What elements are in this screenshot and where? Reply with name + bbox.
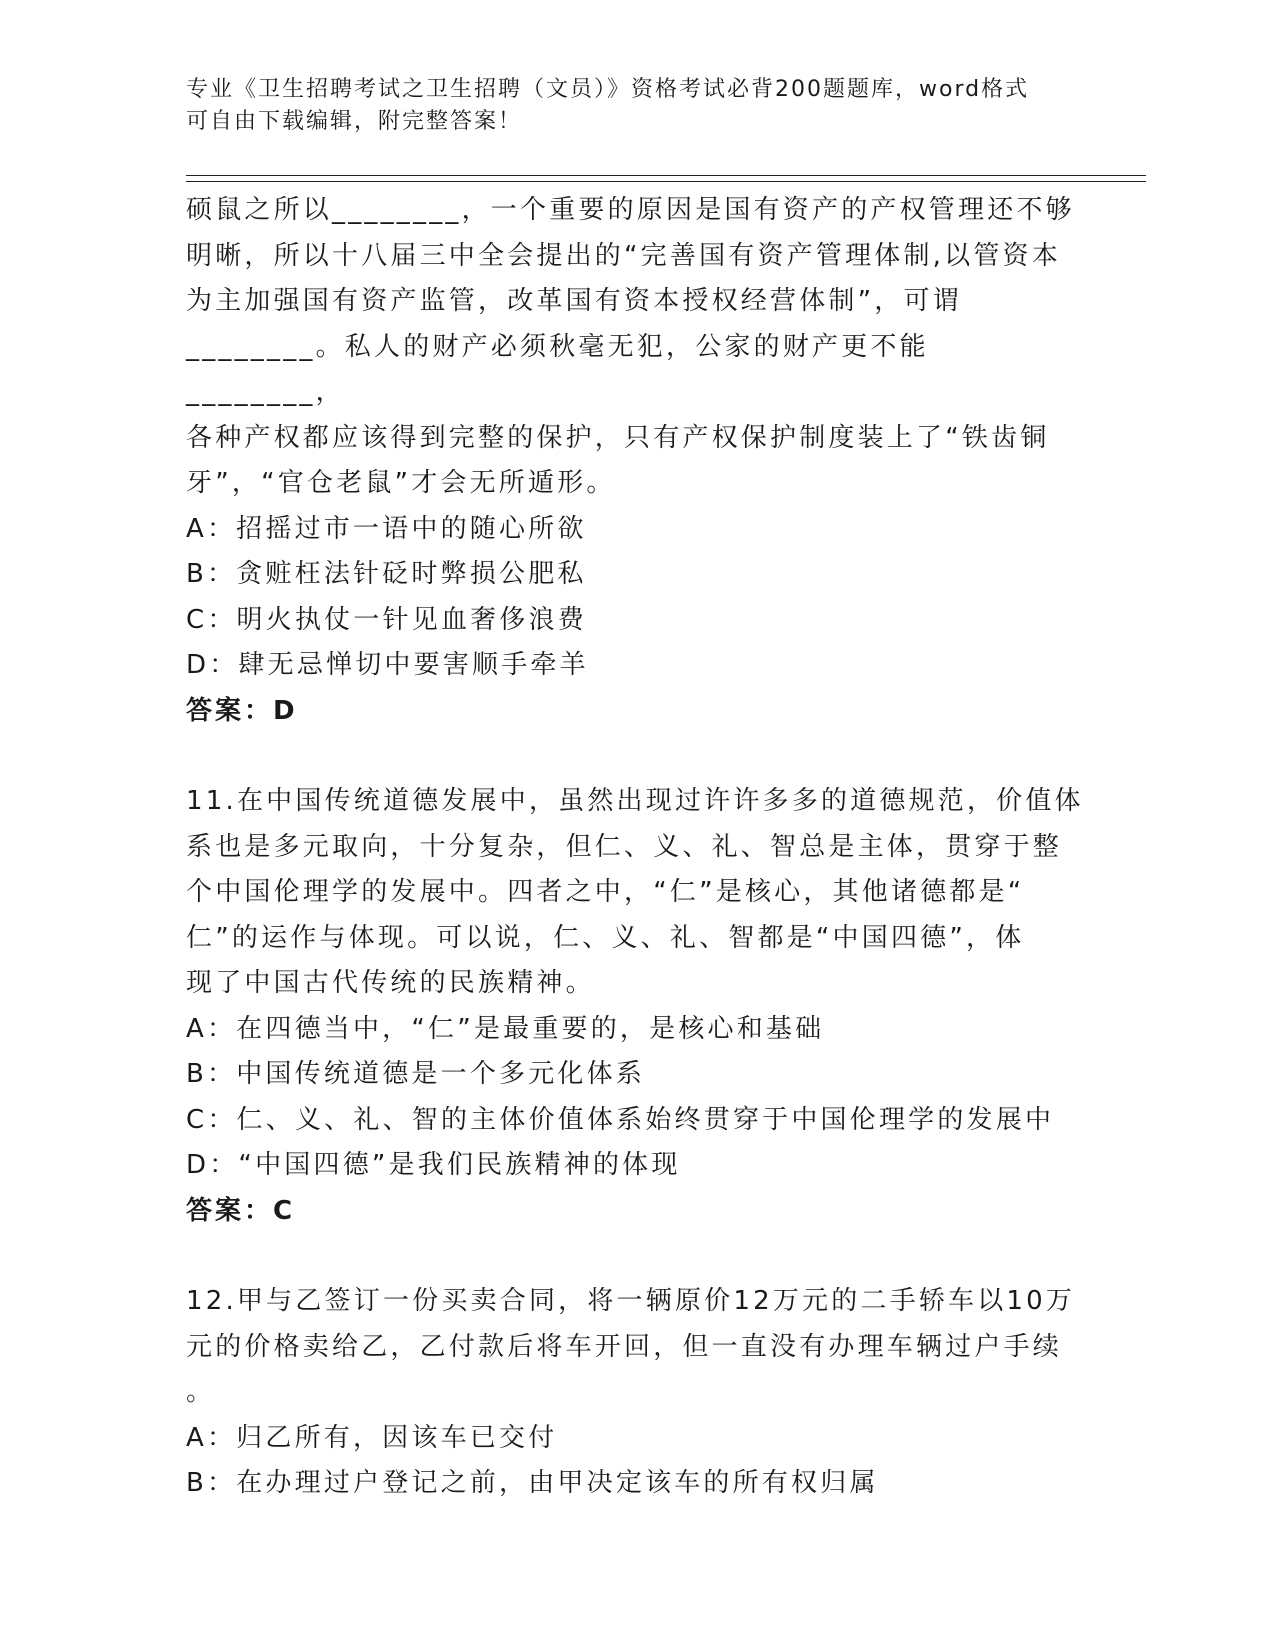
question-stem-line: ________。私人的财产必须秋毫无犯，公家的财产更不能________， bbox=[186, 331, 929, 407]
question-stem-line: 硕鼠之所以________，一个重要的原因是国有资产的产权管理还不够 bbox=[186, 195, 1075, 225]
header-rule-top bbox=[186, 175, 1146, 176]
document-body bbox=[186, 188, 1086, 1507]
option-c: C：仁、义、礼、智的主体价值体系始终贯穿于中国伦理学的发展中 bbox=[186, 1104, 1055, 1135]
question-10 bbox=[186, 188, 1086, 734]
header-line-1: 专业《卫生招聘考试之卫生招聘（文员）》资格考试必背200题题库，word格式 bbox=[186, 77, 1030, 102]
question-12 bbox=[186, 1279, 1086, 1507]
document-header bbox=[186, 74, 1066, 138]
option-b: B：贪赃枉法针砭时弊损公肥私 bbox=[186, 559, 587, 589]
question-stem-line: 个中国伦理学的发展中。四者之中，“仁”是核心，其他诸德都是“ bbox=[186, 877, 1025, 907]
question-stem-line: 11.在中国传统道德发展中，虽然出现过许许多多的道德规范，价值体 bbox=[186, 786, 1084, 816]
question-stem-line: 12.甲与乙签订一份买卖合同，将一辆原价12万元的二手轿车以10万 bbox=[186, 1286, 1076, 1316]
option-a: A：招摇过市一语中的随心所欲 bbox=[186, 513, 587, 544]
option-b: B：在办理过户登记之前，由甲决定该车的所有权归属 bbox=[186, 1468, 879, 1498]
option-c: C：明火执仗一针见血奢侈浪费 bbox=[186, 604, 587, 635]
answer-line: 答案：C bbox=[186, 1195, 296, 1226]
answer-line: 答案：D bbox=[186, 695, 298, 726]
option-d: D：“中国四德”是我们民族精神的体现 bbox=[186, 1150, 681, 1180]
question-11 bbox=[186, 779, 1086, 1234]
spacer bbox=[186, 734, 1086, 779]
question-stem-line: 。 bbox=[186, 1377, 216, 1407]
question-stem-line: 牙”，“官仓老鼠”才会无所遁形。 bbox=[186, 468, 616, 498]
option-d: D：肆无忌惮切中要害顺手牵羊 bbox=[186, 650, 589, 680]
question-stem-line: 明晰，所以十八届三中全会提出的“完善国有资产管理体制,以管资本 bbox=[186, 240, 1061, 271]
question-stem-line: 为主加强国有资产监管，改革国有资本授权经营体制”，可谓 bbox=[186, 286, 962, 316]
option-b: B：中国传统道德是一个多元化体系 bbox=[186, 1059, 646, 1089]
question-stem-line: 现了中国古代传统的民族精神。 bbox=[186, 968, 595, 998]
question-stem-line: 系也是多元取向，十分复杂，但仁、义、礼、智总是主体，贯穿于整 bbox=[186, 831, 1063, 862]
option-a: A：归乙所有，因该车已交付 bbox=[186, 1422, 558, 1453]
spacer bbox=[186, 1234, 1086, 1279]
header-rule-bottom bbox=[186, 181, 1146, 182]
header-line-2: 可自由下载编辑，附完整答案！ bbox=[186, 109, 523, 134]
option-a: A：在四德当中，“仁”是最重要的，是核心和基础 bbox=[186, 1013, 825, 1044]
question-stem-line: 仁”的运作与体现。可以说，仁、义、礼、智都是“中国四德”，体 bbox=[186, 922, 1025, 953]
question-stem-line: 元的价格卖给乙，乙付款后将车开回，但一直没有办理车辆过户手续 bbox=[186, 1331, 1063, 1362]
question-stem-line: 各种产权都应该得到完整的保护，只有产权保护制度装上了“铁齿铜 bbox=[186, 422, 1050, 453]
